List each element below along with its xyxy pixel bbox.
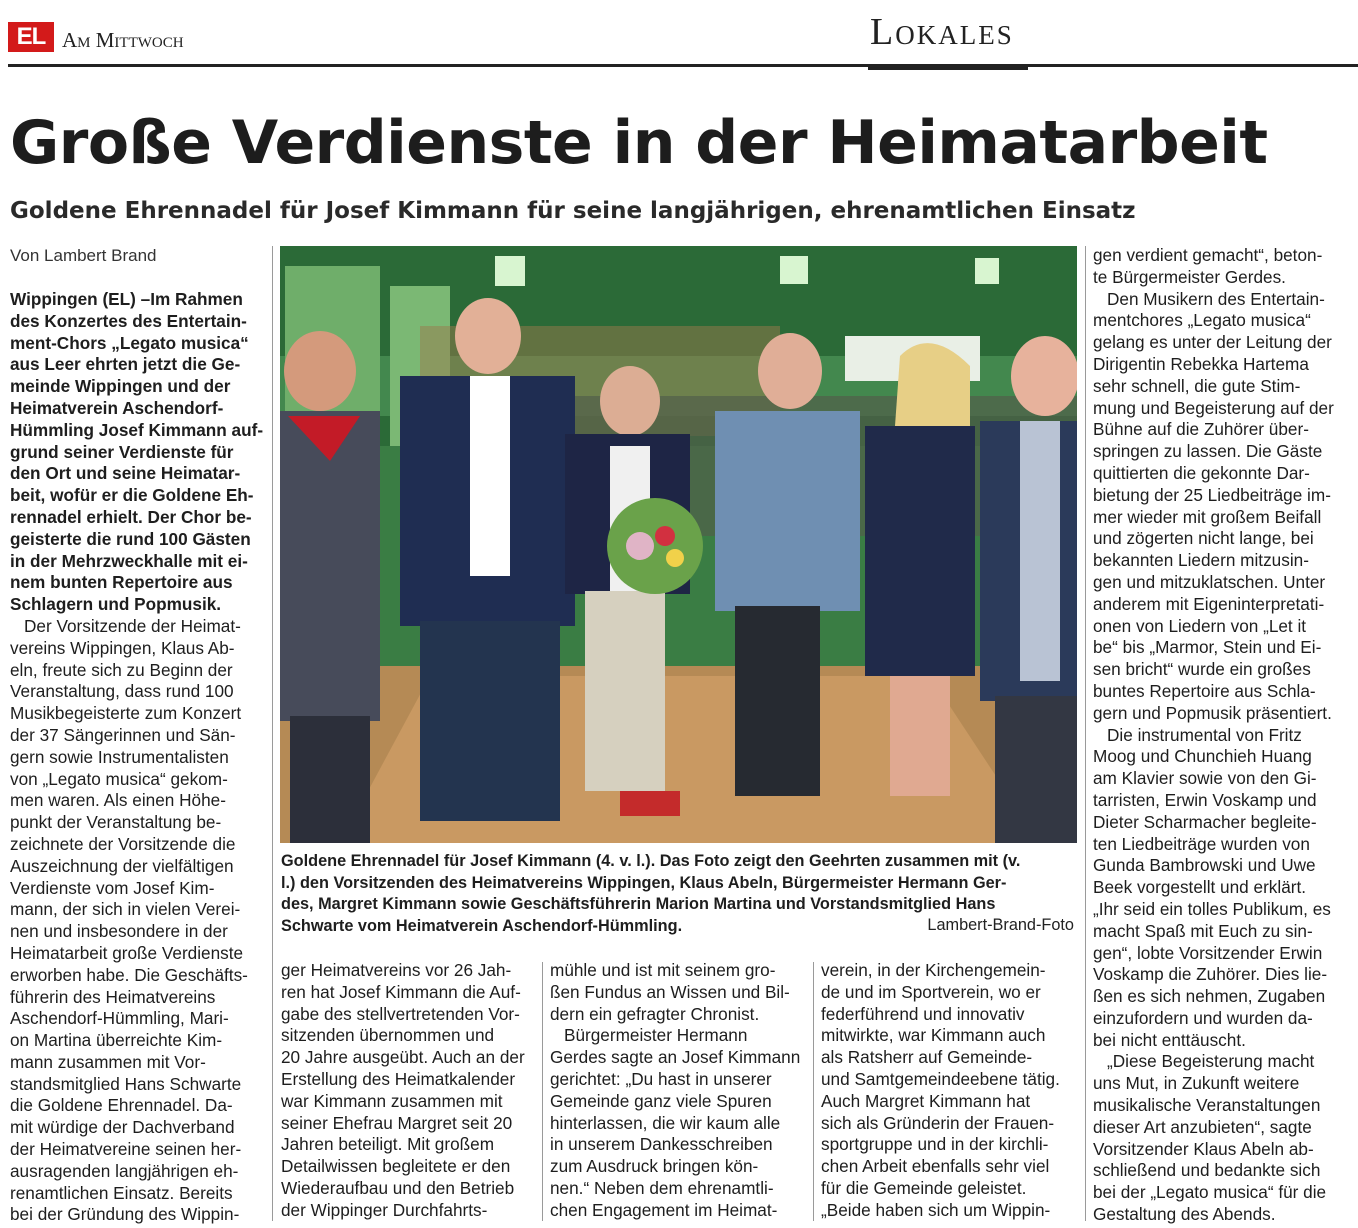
text-line: beit, wofür er die Goldene Eh- [10, 485, 254, 506]
text-line: Bühne auf die Zuhörer über- [1093, 419, 1309, 440]
text-line: schließend und bedankte sich [1093, 1160, 1321, 1181]
text-line: nem bunten Repertoire aus [10, 572, 233, 593]
text-line: mann zusammen mit Vor- [10, 1051, 206, 1072]
text-line: Detailwissen begleitete er den [281, 1156, 511, 1177]
text-line: sitzenden übernommen und [281, 1025, 495, 1046]
text-line: Jahren beteiligt. Mit großem [281, 1134, 495, 1155]
text-line: anderem mit Eigeninterpretati- [1093, 593, 1325, 614]
text-line: dern ein gefragter Chronist. [550, 1003, 760, 1024]
text-line: Verdienste vom Josef Kim- [10, 877, 215, 898]
text-line: Schwarte vom Heimatverein Aschendorf-Hümmling. [281, 916, 683, 935]
text-line: te Bürgermeister Gerdes. [1093, 266, 1286, 287]
text-line: sen bricht“ wurde ein großes [1093, 659, 1311, 680]
newspaper-logo: EL [8, 22, 54, 52]
text-line: bietung der 25 Liedbeiträge im- [1093, 484, 1331, 505]
text-line: bei der „Legato musica“ für die [1093, 1182, 1327, 1203]
column-rule [813, 962, 814, 1221]
text-line: musikalische Veranstaltungen [1093, 1095, 1321, 1116]
text-line: Den Musikern des Entertain- [1107, 288, 1325, 309]
text-line: chen Arbeit ebenfalls sehr viel [821, 1156, 1050, 1177]
text-line: der Heimatvereine seinen her- [10, 1139, 242, 1160]
text-line: „Beide haben sich um Wippin- [821, 1199, 1051, 1220]
text-line: on Martina überreichte Kim- [10, 1030, 223, 1051]
header-rule [8, 64, 1358, 67]
text-line: meinde Wippingen und der [10, 376, 231, 397]
text-line: men waren. Als einen Höhe- [10, 790, 226, 811]
text-line: Musikbegeisterte zum Konzert [10, 703, 242, 724]
article-headline: Große Verdienste in der Heimatarbeit [10, 108, 1268, 178]
text-line: grund seiner Verdienste für [10, 441, 234, 462]
text-line: mit würdige der Dachverband [10, 1117, 235, 1138]
text-line: macht Spaß mit Euch zu sin- [1093, 920, 1313, 941]
text-line: des, Margret Kimmann sowie Geschäftsführerin Marion Martina und Vorstandsmitglied Hans [281, 895, 996, 913]
text-line: mann, der sich in vielen Verei- [10, 899, 241, 920]
article-subheadline: Goldene Ehrennadel für Josef Kimmann für seine langjährigen, ehrenamtlichen Einsatz [10, 198, 1136, 224]
text-line: nen und insbesondere in der [10, 921, 228, 942]
text-line: Veranstaltung, dass rund 100 [10, 681, 234, 702]
text-line: mitwirkte, war Kimmann auch [821, 1025, 1046, 1046]
text-line: mentchores „Legato musica“ [1093, 310, 1311, 331]
body-paragraph-1 [10, 616, 264, 1226]
text-line: hinterlassen, die wir kaum alle [550, 1112, 781, 1133]
text-line: von „Legato musica“ gekom- [10, 768, 228, 789]
text-line: die Goldene Ehrennadel. Da- [10, 1095, 233, 1116]
text-line: sehr schnell, die gute Stim- [1093, 375, 1301, 396]
text-line: tarristen, Erwin Voskamp und [1093, 789, 1317, 810]
text-line: Gunda Bambrowski und Uwe [1093, 855, 1316, 876]
text-line: de und im Sportverein, wo er [821, 981, 1041, 1002]
text-line: Wippingen (EL) –Im Rahmen [10, 289, 243, 309]
article-photo [280, 246, 1077, 843]
text-column-2 [281, 960, 534, 1222]
text-line: l.) den Vorsitzenden des Heimatvereins Wippingen, Klaus Abeln, Bürgermeister Hermann Ger- [281, 873, 1007, 892]
text-line: mer wieder mit großem Beifall [1093, 506, 1322, 527]
text-line: dieser Art anzubieten“, sagte [1093, 1116, 1312, 1137]
article-byline: Von Lambert Brand [10, 246, 157, 265]
text-line: standsmitglied Hans Schwarte [10, 1073, 242, 1094]
text-line: in der Mehrzweckhalle mit ei- [10, 550, 248, 571]
text-line: und zögerten nicht lange, bei [1093, 528, 1314, 549]
section-rule [868, 64, 1028, 70]
text-line: eln, freute sich zu Beginn der [10, 659, 233, 680]
section-title: Lokales [870, 11, 1014, 53]
text-line: bekannten Liedern mitzusin- [1093, 550, 1309, 571]
text-line: „Ihr seid ein tolles Publikum, es [1093, 898, 1331, 919]
text-line: gabe des stellvertretenden Vor- [281, 1003, 520, 1024]
text-line: für die Gemeinde geleistet. [821, 1177, 1027, 1198]
text-line: chen Engagement im Heimat- [550, 1199, 778, 1220]
text-line: Erstellung des Heimatkalender [281, 1068, 516, 1089]
text-line: ßen Fundus an Wissen und Bil- [550, 981, 790, 1002]
text-column-5 [1093, 245, 1348, 1226]
text-line: uns Mut, in Zukunft weitere [1093, 1073, 1300, 1094]
text-line: Auch Margret Kimmann hat [821, 1090, 1031, 1111]
text-line: ren hat Josef Kimmann die Auf- [281, 981, 521, 1002]
text-line: ausragenden langjährigen eh- [10, 1160, 239, 1181]
photo-credit: Lambert-Brand-Foto [927, 916, 1074, 934]
text-line: Der Vorsitzende der Heimat- [24, 615, 241, 636]
text-line: gen“, lobte Vorsitzender Erwin [1093, 942, 1323, 963]
text-line: gern und Popmusik präsentiert. [1093, 702, 1332, 723]
text-line: den Ort und seine Heimatar- [10, 463, 241, 484]
text-line: Voskamp die Zuhörer. Dies lie- [1093, 964, 1328, 985]
text-line: ment-Chors „Legato musica“ [10, 332, 249, 353]
photo-caption [281, 851, 1076, 937]
text-line: Dirigentin Rebekka Hartema [1093, 353, 1309, 374]
text-line: Gestaltung des Abends. [1093, 1204, 1276, 1225]
text-line: ten Liedbeiträge wurden von [1093, 833, 1310, 854]
text-line: der 37 Sängerinnen und Sän- [10, 724, 236, 745]
text-line: ger Heimatvereins vor 26 Jah- [281, 960, 512, 980]
text-line: Aschendorf-Hümmling, Mari- [10, 1008, 229, 1029]
text-line: bei der Gründung des Wippin- [10, 1204, 240, 1225]
text-line: Heimatarbeit große Verdienste [10, 942, 244, 963]
text-line: Gemeinde ganz viele Spuren [550, 1090, 772, 1111]
column-rule [542, 962, 543, 1221]
text-line: war Kimmann zusammen mit [281, 1090, 503, 1111]
text-line: einzufordern und wurden da- [1093, 1007, 1313, 1028]
text-line: aus Leer ehrten jetzt die Ge- [10, 354, 241, 375]
text-line: Auszeichnung der vielfältigen [10, 855, 234, 876]
photo-illustration [280, 246, 1077, 843]
text-line: der Wippinger Durchfahrts- [281, 1199, 488, 1220]
text-line: bei nicht enttäuscht. [1093, 1029, 1246, 1050]
text-line: Moog und Chunchieh Huang [1093, 746, 1312, 767]
text-line: gerichtet: „Du hast in unserer [550, 1068, 772, 1089]
text-line: gen verdient gemacht“, beton- [1093, 245, 1323, 265]
text-line: verein, in der Kirchengemein- [821, 960, 1046, 980]
lead-paragraph [10, 289, 264, 616]
text-line: Gerdes sagte an Josef Kimmann [550, 1047, 801, 1068]
text-line: Wiederaufbau und den Betrieb [281, 1177, 515, 1198]
text-line: vereins Wippingen, Klaus Ab- [10, 637, 235, 658]
text-line: Heimatverein Aschendorf- [10, 397, 224, 418]
text-line: des Konzertes des Entertain- [10, 310, 247, 331]
text-line: quittierten die gekonnte Dar- [1093, 462, 1310, 483]
text-line: mung und Begeisterung auf der [1093, 397, 1334, 418]
text-line: punkt der Veranstaltung be- [10, 812, 222, 833]
text-line: sich als Gründerin der Frauen- [821, 1112, 1055, 1133]
text-line: Bürgermeister Hermann [564, 1025, 748, 1046]
text-line: Vorsitzender Klaus Abeln ab- [1093, 1138, 1314, 1159]
text-line: 20 Jahre ausgeübt. Auch an der [281, 1047, 525, 1068]
text-line: „Diese Begeisterung macht [1107, 1051, 1315, 1072]
text-line: zum Ausdruck bringen kön- [550, 1156, 759, 1177]
text-line: Die instrumental von Fritz [1107, 724, 1302, 745]
text-line: be“ bis „Marmor, Stein und Ei- [1093, 637, 1322, 658]
text-line: Schlagern und Popmusik. [10, 594, 222, 615]
text-line: Goldene Ehrennadel für Josef Kimmann (4. v. l.). Das Foto zeigt den Geehrten zusammen mit (v. [281, 852, 1021, 870]
text-line: renamtlichen Einsatz. Bereits [10, 1182, 233, 1203]
text-line: sportgruppe und in der kirchli- [821, 1134, 1049, 1155]
text-line: onen von Liedern von „Let it [1093, 615, 1307, 636]
text-line: mühle und ist mit seinem gro- [550, 960, 776, 980]
text-line: gen und mitzuklatschen. Unter [1093, 571, 1326, 592]
text-line: erworben habe. Die Geschäfts- [10, 964, 248, 985]
text-column-1 [10, 289, 264, 1226]
text-column-4 [821, 960, 1076, 1222]
column-rule [1085, 246, 1086, 1221]
column-rule [272, 246, 273, 1221]
text-line: gern sowie Instrumentalisten [10, 746, 229, 767]
text-line: als Ratsherr auf Gemeinde- [821, 1047, 1033, 1068]
text-line: gelang es unter der Leitung der [1093, 332, 1332, 353]
text-line: Hümmling Josef Kimmann auf- [10, 419, 264, 440]
edition-weekday: Am Mittwoch [62, 28, 184, 52]
text-line: und Samtgemeindeebene tätig. [821, 1068, 1060, 1089]
text-line: federführend und innovativ [821, 1003, 1025, 1024]
text-line: Dieter Scharmacher begleite- [1093, 811, 1317, 832]
text-line: führerin des Heimatvereins [10, 986, 216, 1007]
text-line: zeichnete der Vorsitzende die [10, 833, 236, 854]
text-line: buntes Repertoire aus Schla- [1093, 680, 1316, 701]
text-line: seiner Ehefrau Margret seit 20 [281, 1112, 513, 1133]
text-line: geisterte die rund 100 Gästen [10, 528, 251, 549]
text-line: rennadel erhielt. Der Chor be- [10, 506, 252, 527]
text-line: springen zu lassen. Die Gäste [1093, 441, 1323, 462]
text-line: in unserem Dankesschreiben [550, 1134, 773, 1155]
text-line: Beek vorgestellt und erklärt. [1093, 877, 1307, 898]
text-line: ßen es sich nehmen, Zugaben [1093, 986, 1326, 1007]
text-line: am Klavier sowie von den Gi- [1093, 768, 1317, 789]
text-column-3 [550, 960, 805, 1222]
text-line: nen.“ Neben dem ehrenamtli- [550, 1177, 774, 1198]
